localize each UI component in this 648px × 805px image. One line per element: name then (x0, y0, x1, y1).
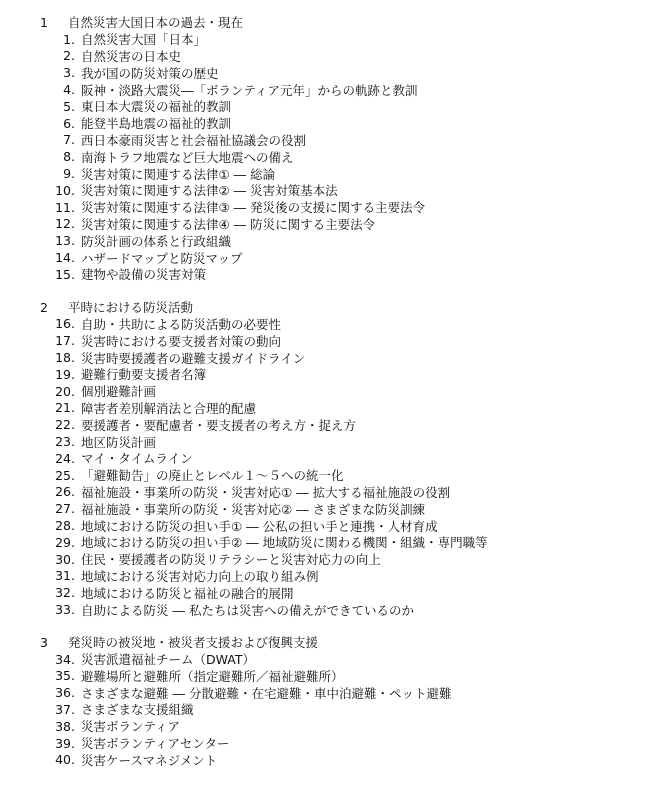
toc-item (0, 349, 648, 366)
item-title: 地区防災計画 (81, 434, 157, 450)
item-number: 6. (63, 115, 75, 131)
item-title: 「避難勧告」の廃止とレベル１～５への統一化 (81, 468, 344, 484)
item-number: 2. (63, 48, 75, 64)
section-number: 3 (40, 634, 48, 650)
toc-item (0, 751, 648, 768)
toc-item (0, 718, 648, 735)
item-number: 7. (63, 132, 75, 148)
section-heading (0, 634, 648, 651)
item-title: 我が国の防災対策の歴史 (81, 65, 219, 81)
item-number: 5. (63, 98, 75, 114)
toc-item (0, 467, 648, 484)
toc-item (0, 383, 648, 400)
toc-item (0, 316, 648, 333)
item-title: 災害対策に関連する法律④ ― 防災に関する主要法令 (81, 216, 376, 232)
toc-item (0, 701, 648, 718)
section-title: 自然災害大国日本の過去・現在 (68, 15, 244, 31)
toc-item (0, 249, 648, 266)
item-number: 19. (55, 366, 75, 382)
toc-item (0, 332, 648, 349)
section-heading (0, 299, 648, 316)
toc-item (0, 601, 648, 618)
toc-item (0, 416, 648, 433)
toc-item (0, 132, 648, 149)
toc-item (0, 584, 648, 601)
toc-item (0, 216, 648, 233)
item-number: 32. (55, 585, 75, 601)
item-number: 23. (55, 434, 75, 450)
item-number: 27. (55, 501, 75, 517)
item-title: 能登半島地震の福祉的教訓 (81, 116, 232, 132)
item-title: 防災計画の体系と行政組織 (81, 233, 232, 249)
item-title: 避難場所と避難所（指定避難所／福祉避難所） (81, 668, 344, 684)
item-title: 災害時における要支援者対策の動向 (81, 333, 282, 349)
toc-item (0, 568, 648, 585)
toc-item (0, 232, 648, 249)
item-title: 西日本豪雨災害と社会福祉協議会の役割 (81, 132, 307, 148)
item-number: 18. (55, 350, 75, 366)
item-number: 30. (55, 551, 75, 567)
item-title: 災害対策に関連する法律③ ― 発災後の支援に関する主要法令 (81, 200, 426, 216)
item-number: 20. (55, 383, 75, 399)
item-title: 災害ボランティアセンター (81, 736, 230, 752)
toc-item (0, 450, 648, 467)
item-number: 38. (55, 718, 75, 734)
toc-item (0, 433, 648, 450)
toc-item (0, 64, 648, 81)
item-title: 避難行動要支援者名簿 (81, 367, 207, 383)
item-number: 34. (55, 651, 75, 667)
section-title: 発災時の被災地・被災者支援および復興支援 (68, 635, 319, 651)
item-number: 36. (55, 685, 75, 701)
toc-section (0, 634, 648, 768)
toc-item (0, 517, 648, 534)
item-number: 12. (55, 216, 75, 232)
toc-item (0, 651, 648, 668)
item-number: 35. (55, 668, 75, 684)
section-number: 2 (40, 299, 48, 315)
toc-item (0, 31, 648, 48)
section-title: 平時における防災活動 (68, 300, 194, 316)
toc-item (0, 551, 648, 568)
toc-item (0, 115, 648, 132)
toc-item (0, 534, 648, 551)
item-title: 自然災害大国「日本」 (81, 32, 207, 48)
toc-item (0, 48, 648, 65)
toc-item (0, 182, 648, 199)
item-title: 地域における災害対応力向上の取り組み例 (81, 568, 319, 584)
item-title: 南海トラフ地震など巨大地震への備え (81, 149, 294, 165)
item-title: 災害時要援護者の避難支援ガイドライン (81, 350, 306, 366)
item-title: 要援護者・要配慮者・要支援者の考え方・捉え方 (81, 417, 357, 433)
item-title: 福祉施設・事業所の防災・災害対応① ― 拡大する福祉施設の役割 (81, 484, 451, 500)
toc-section (0, 299, 648, 618)
item-number: 3. (63, 65, 75, 81)
item-title: 地域における防災の担い手① ― 公私の担い手と連携・人材育成 (81, 518, 438, 534)
item-title: さまざまな支援組織 (81, 702, 194, 718)
item-title: 災害対策に関連する法律② ― 災害対策基本法 (81, 183, 338, 199)
item-title: マイ・タイムライン (81, 451, 193, 467)
item-number: 31. (55, 568, 75, 584)
item-number: 28. (55, 518, 75, 533)
item-number: 17. (55, 333, 75, 349)
item-title: 自助・共助による防災活動の必要性 (81, 316, 282, 332)
item-title: 自助による防災 ― 私たちは災害への備えができているのか (81, 602, 414, 618)
item-number: 1. (63, 31, 75, 47)
item-title: さまざまな避難 ― 分散避難・在宅避難・車中泊避難・ペット避難 (81, 685, 452, 701)
item-number: 4. (63, 82, 75, 98)
item-title: 住民・要援護者の防災リテラシーと災害対応力の向上 (81, 552, 381, 568)
item-title: 阪神・淡路大震災―「ボランティア元年」からの軌跡と教訓 (81, 82, 418, 98)
item-number: 40. (55, 752, 75, 768)
item-number: 25. (55, 467, 75, 483)
section-heading (0, 14, 648, 31)
toc-item (0, 735, 648, 752)
item-title: 障害者差別解消法と合理的配慮 (81, 400, 257, 416)
toc-item (0, 366, 648, 383)
toc-item (0, 500, 648, 517)
item-number: 14. (55, 250, 75, 266)
item-number: 39. (55, 735, 75, 751)
toc-item (0, 266, 648, 283)
item-number: 15. (55, 266, 75, 282)
item-title: 災害対策に関連する法律① ― 総論 (81, 166, 276, 182)
toc-item (0, 684, 648, 701)
item-number: 11. (55, 199, 75, 215)
item-number: 24. (55, 450, 75, 466)
table-of-contents (0, 14, 648, 784)
toc-item (0, 81, 648, 98)
toc-item (0, 400, 648, 417)
item-title: 地域における防災と福祉の融合的展開 (81, 585, 294, 601)
item-title: 自然災害の日本史 (81, 49, 182, 64)
item-number: 9. (63, 166, 75, 182)
item-title: 災害ボランティア (81, 719, 181, 735)
item-number: 8. (63, 149, 75, 165)
section-number: 1 (40, 14, 48, 30)
toc-item (0, 165, 648, 182)
item-number: 13. (55, 233, 75, 249)
item-title: 災害ケースマネジメント (81, 752, 218, 768)
item-title: 災害派遣福祉チーム（DWAT） (81, 652, 256, 668)
toc-item (0, 199, 648, 216)
item-title: 地域における防災の担い手② ― 地域防災に関わる機関・組織・専門職等 (81, 535, 488, 551)
item-number: 21. (55, 400, 75, 416)
item-number: 33. (55, 601, 75, 617)
item-number: 29. (55, 534, 75, 550)
item-title: 東日本大震災の福祉的教訓 (81, 99, 232, 115)
toc-item (0, 148, 648, 165)
item-title: ハザードマップと防災マップ (81, 250, 243, 266)
item-title: 建物や設備の災害対策 (81, 267, 207, 283)
toc-item (0, 484, 648, 501)
item-number: 10. (55, 182, 75, 198)
toc-item (0, 98, 648, 115)
item-title: 福祉施設・事業所の防災・災害対応② ― さまざまな防災訓練 (81, 501, 426, 517)
item-number: 16. (55, 316, 75, 332)
item-title: 個別避難計画 (81, 384, 157, 400)
item-number: 37. (55, 701, 75, 717)
toc-section (0, 14, 648, 283)
toc-item (0, 667, 648, 684)
item-number: 22. (55, 417, 75, 433)
item-number: 26. (55, 484, 75, 500)
